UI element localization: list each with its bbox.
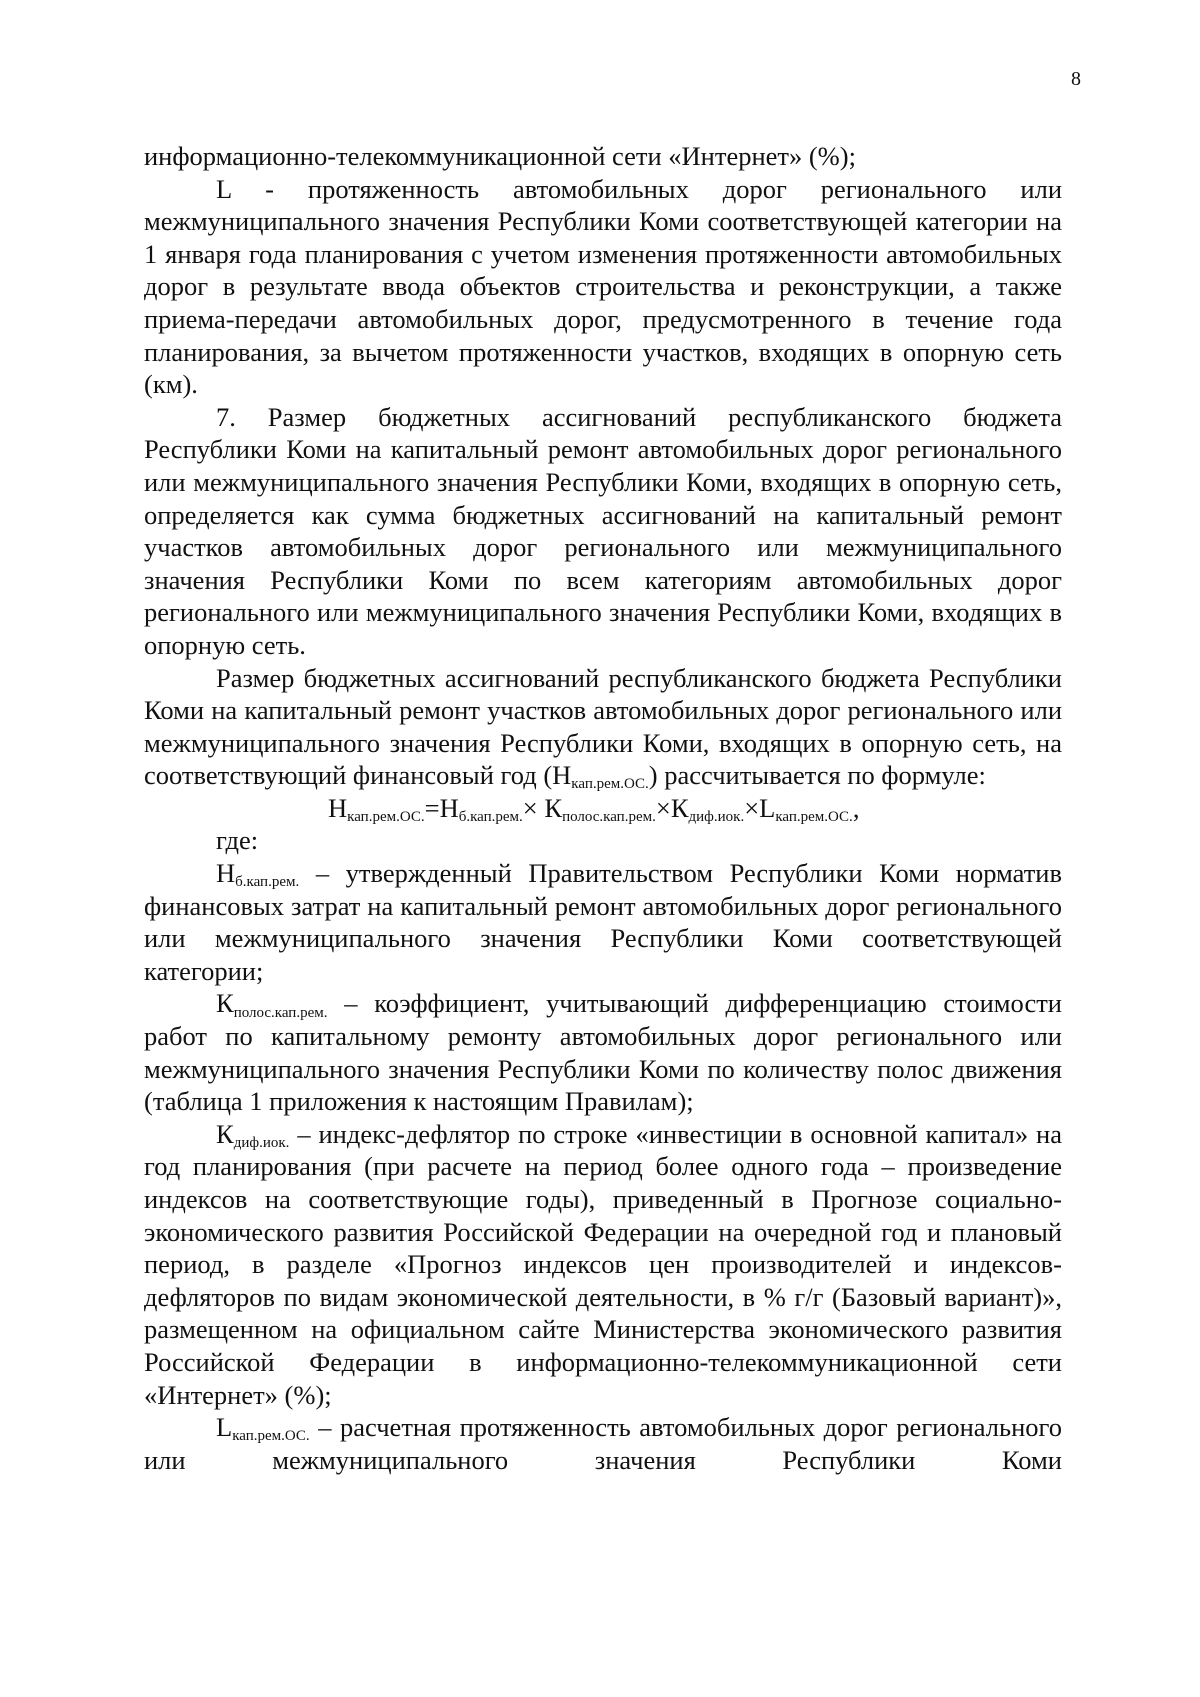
formula-times-1: × bbox=[522, 792, 545, 823]
formula-h-sub: кап.рем.ОС. bbox=[347, 809, 425, 826]
formula bbox=[144, 792, 1062, 825]
paragraph-text-before: Размер бюджетных ассигнований республиканского бюджета Республики Коми на капитальный ремонт участков автомобильных дорог регионального или межмуниципального значения Республики Коми, входящих в опорную сеть, на соответствующий финансовый год ( bbox=[144, 662, 1062, 791]
definition-kd-text: – индекс-дефлятор по строке «инвестиции в основной капитал» на год планирования (при расчете на период более одного года – произведение индексов на соответствующие годы), приведенный в Прогнозе социально-экономического развития Российской Федерации на очередной год и плановый период, в разделе «Прогноз индексов цен производителей и индексов-дефляторов по видам экономической деятельности, в % г/г (Базовый вариант)», размещенном на официальном сайте Министерства экономического развития Российской Федерации в информационно-телекоммуникационной сети «Интернет» (%); bbox=[144, 1118, 1062, 1410]
formula-end: , bbox=[852, 792, 860, 823]
definition-hb-text: – утвержденный Правительством Республики Коми норматив финансовых затрат на капитальный ремонт автомобильных дорог регионального или межмуниципального значения Республики Коми соответствующей категории; bbox=[144, 858, 1062, 986]
formula-equals: = bbox=[424, 792, 440, 823]
formula-kp-sub: полос.кап.рем. bbox=[562, 809, 656, 826]
formula-l-sub: кап.рем.ОС. bbox=[775, 809, 853, 826]
definition-kp bbox=[144, 987, 1062, 1117]
definition-kp-text: – коэффициент, учитывающий дифференциацию стоимости работ по капитальному ремонту автомобильных дорог регионального или межмуниципального значения Республики Коми по количеству полос движения (таблица 1 приложения к настоящим Правилам); bbox=[144, 988, 1062, 1117]
paragraph-text-after: ) рассчитывается по формуле: bbox=[648, 760, 986, 791]
definition-kd-sub: диф.иок. bbox=[233, 1135, 290, 1151]
definition-hb-sub: б.кап.рем. bbox=[235, 874, 300, 891]
definition-hb-main: Н bbox=[216, 858, 236, 889]
formula-h-main: Н bbox=[328, 792, 348, 823]
paragraph-l-definition: L - протяженность автомобильных дорог регионального или межмуниципального значения Республики Коми соответствующей категории на 1 января года планирования с учетом изменения протяженности автомобильных дорог в результате ввода объектов строительства и реконструкции, а также приема-передачи автомобильных дорог, предусмотренного в течение года планирования, за вычетом протяженности участков, входящих в опорную сеть (км). bbox=[144, 173, 1062, 400]
page-number: 8 bbox=[1071, 68, 1081, 90]
paragraph-item-7: 7. Размер бюджетных ассигнований республиканского бюджета Республики Коми на капитальный ремонт автомобильных дорог регионального или межмуниципального значения Республики Коми, входящих в опорную сеть, определяется как сумма бюджетных ассигнований на капитальный ремонт участков автомобильных дорог регионального или межмуниципального значения Республики Коми по всем категориям автомобильных дорог регионального или межмуниципального значения Республики Коми, входящих в опорную сеть. bbox=[144, 401, 1062, 660]
formula-kd-sub: диф.иок. bbox=[688, 809, 745, 826]
formula-hb-main: Н bbox=[439, 792, 459, 823]
definition-kp-main: К bbox=[216, 988, 234, 1019]
definition-l bbox=[144, 1411, 1062, 1476]
formula-times-2: × bbox=[655, 792, 671, 823]
symbol-h-main: Н bbox=[552, 760, 572, 791]
where-label: где: bbox=[216, 825, 259, 856]
paragraph-capital-repair-size bbox=[144, 662, 1062, 792]
formula-times-3: × bbox=[744, 792, 760, 823]
definition-hb bbox=[144, 857, 1062, 987]
definition-kd bbox=[144, 1118, 1062, 1411]
definition-l-main: L bbox=[216, 1412, 233, 1443]
definition-l-text: – расчетная протяженность автомобильных дорог регионального или межмуниципального значения Республики Коми bbox=[144, 1412, 1062, 1475]
definition-l-sub: кап.рем.ОС. bbox=[232, 1428, 310, 1445]
paragraph-continuation: информационно-телекоммуникационной сети «Интернет» (%); bbox=[144, 141, 856, 171]
symbol-h-sub: кап.рем.ОС. bbox=[571, 776, 649, 793]
document-body bbox=[144, 140, 1062, 1476]
formula-l-main: L bbox=[759, 792, 776, 823]
formula-hb-sub: б.кап.рем. bbox=[458, 809, 523, 826]
formula-kd-main: К bbox=[670, 792, 689, 823]
formula-kp-main: К bbox=[544, 792, 563, 823]
definition-kp-sub: полос.кап.рем. bbox=[233, 1004, 328, 1021]
definition-kd-main: К bbox=[216, 1118, 234, 1149]
